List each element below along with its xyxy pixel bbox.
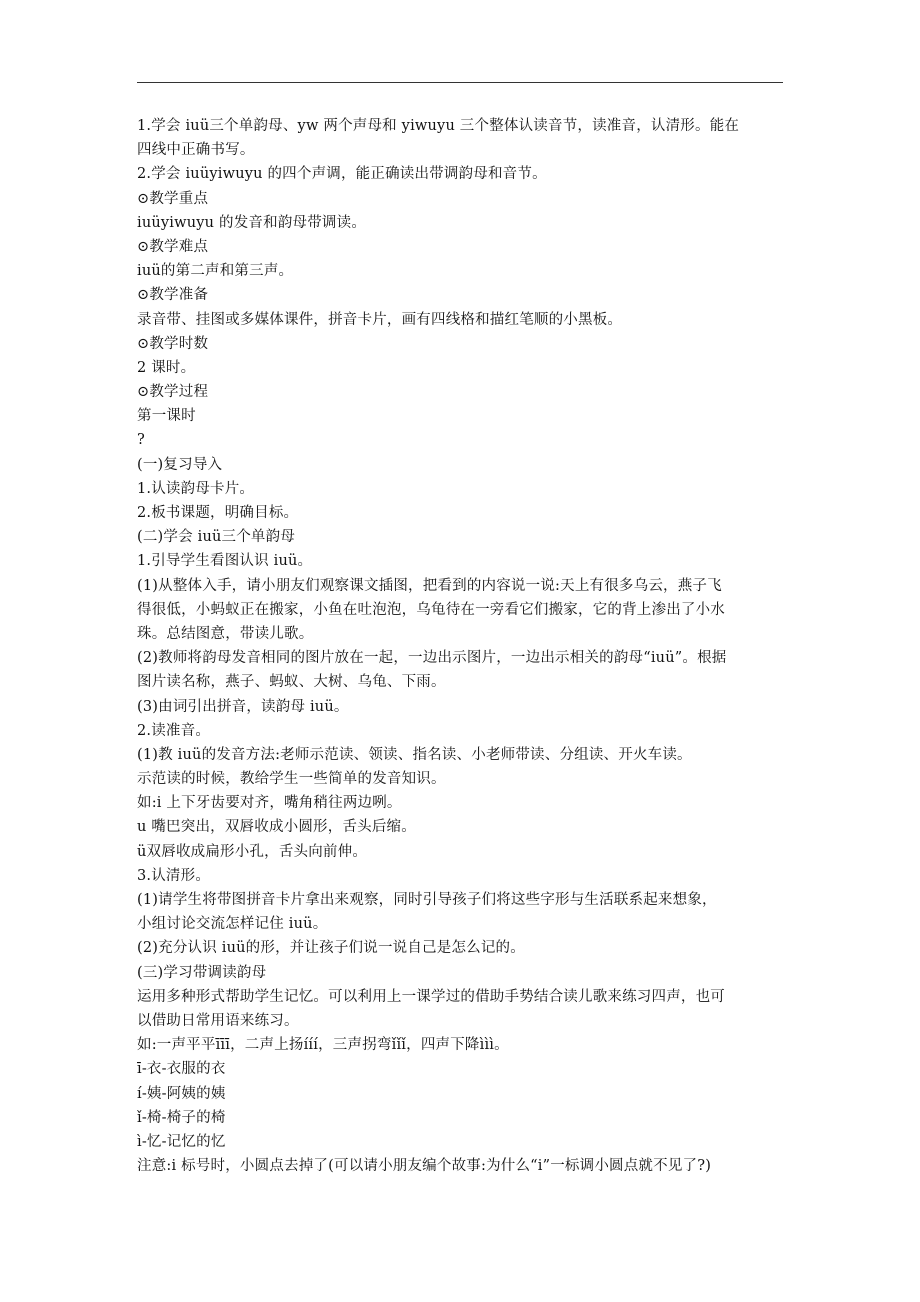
text-line: ì-忆-记忆的忆 bbox=[137, 1133, 226, 1150]
text-line: 1.引导学生看图认识 iuü。 bbox=[137, 553, 313, 570]
text-line: 2.读准音。 bbox=[137, 722, 211, 739]
text-line: (1)从整体入手，请小朋友们观察课文插图，把看到的内容说一说:天上有很多乌云，燕子飞 bbox=[137, 577, 722, 594]
text-line: 运用多种形式帮助学生记忆。可以利用上一课学过的借助手势结合读儿歌来练习四声，也可 bbox=[137, 988, 725, 1005]
text-line: 1.认读韵母卡片。 bbox=[137, 480, 255, 497]
text-line: 录音带、挂图或多媒体课件，拼音卡片，画有四线格和描红笔顺的小黑板。 bbox=[137, 311, 623, 328]
text-line: ī-衣-衣服的衣 bbox=[137, 1061, 226, 1078]
text-line: (一)复习导入 bbox=[137, 456, 223, 473]
section-heading: ⊙教学准备 bbox=[137, 287, 209, 304]
text-line: ü双唇收成扁形小孔，舌头向前伸。 bbox=[137, 843, 368, 860]
document-body bbox=[137, 114, 787, 1178]
text-line: 小组讨论交流怎样记住 iuü。 bbox=[137, 916, 328, 933]
text-line: 四线中正确书写。 bbox=[137, 142, 255, 159]
text-line: 1.学会 iuü三个单韵母、yw 两个声母和 yiwuyu 三个整体认读音节，读准音，认清形。能在 bbox=[137, 118, 740, 134]
text-line: 如:一声平平īīī，二声上扬ííí，三声拐弯ǐǐǐ，四声下降ììì。 bbox=[137, 1037, 509, 1054]
text-line: iuüyiwuyu 的发音和韵母带调读。 bbox=[137, 214, 367, 231]
section-heading: ⊙教学重点 bbox=[137, 190, 209, 207]
text-line: 珠。总结图意，带读儿歌。 bbox=[137, 625, 314, 642]
text-line: 2.板书课题，明确目标。 bbox=[137, 505, 299, 521]
text-line: (2)教师将韵母发音相同的图片放在一起，一边出示图片，一边出示相关的韵母“iuü”。根据 bbox=[137, 650, 727, 667]
section-heading: ⊙教学过程 bbox=[137, 384, 209, 401]
text-line: 如:i 上下牙齿要对齐，嘴角稍往两边咧。 bbox=[137, 795, 402, 812]
text-line: (三)学习带调读韵母 bbox=[137, 964, 267, 981]
text-line: 2.学会 iuüyiwuyu 的四个声调，能正确读出带调韵母和音节。 bbox=[137, 166, 547, 183]
text-line: iuü的第二声和第三声。 bbox=[137, 263, 294, 280]
text-line: 2 课时。 bbox=[137, 359, 196, 376]
text-line: ? bbox=[137, 432, 145, 449]
text-line: 注意:i 标号时，小圆点去掉了(可以请小朋友编个故事:为什么“i”一标调小圆点就不见了?) bbox=[137, 1158, 712, 1175]
text-line: 得很低，小蚂蚁正在搬家，小鱼在吐泡泡，乌龟待在一旁看它们搬家，它的背上渗出了小水 bbox=[137, 601, 725, 618]
text-line: í-姨-阿姨的姨 bbox=[137, 1085, 226, 1102]
text-line: (2)充分认识 iuü的形，并让孩子们说一说自己是怎么记的。 bbox=[137, 940, 525, 957]
text-line: (3)由词引出拼音，读韵母 iuü。 bbox=[137, 698, 349, 715]
text-line: u 嘴巴突出，双唇收成小圆形，舌头后缩。 bbox=[137, 819, 416, 836]
text-line: 图片读名称，燕子、蚂蚁、大树、乌龟、下雨。 bbox=[137, 674, 446, 691]
text-line: (1)教 iuü的发音方法:老师示范读、领读、指名读、小老师带读、分组读、开火车读。 bbox=[137, 746, 692, 763]
text-line: 3.认清形。 bbox=[137, 867, 211, 884]
text-line: 第一课时 bbox=[137, 408, 196, 425]
section-heading: ⊙教学时数 bbox=[137, 335, 209, 352]
text-line: (1)请学生将带图拼音卡片拿出来观察，同时引导孩子们将这些字形与生活联系起来想象， bbox=[137, 892, 717, 908]
text-line: (二)学会 iuü三个单韵母 bbox=[137, 529, 296, 546]
text-line: 以借助日常用语来练习。 bbox=[137, 1012, 299, 1029]
header-rule bbox=[137, 82, 783, 83]
section-heading: ⊙教学难点 bbox=[137, 238, 209, 255]
text-line: ǐ-椅-椅子的椅 bbox=[137, 1109, 226, 1126]
text-line: 示范读的时候，教给学生一些简单的发音知识。 bbox=[137, 771, 446, 788]
